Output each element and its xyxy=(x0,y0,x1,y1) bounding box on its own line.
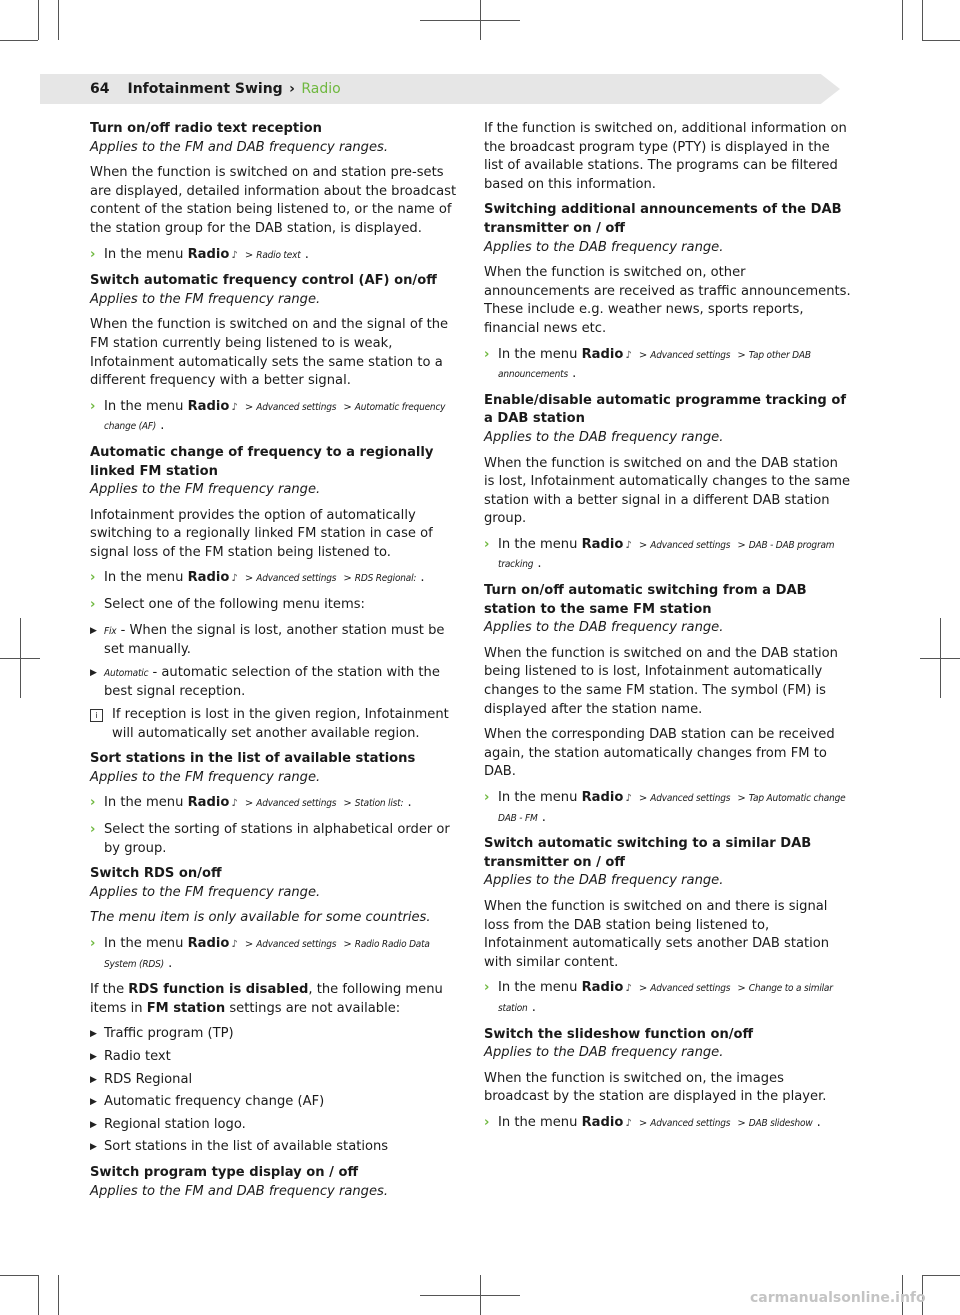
step-arrow-icon: › xyxy=(484,980,490,996)
menu-key: Advanced settings xyxy=(256,401,337,413)
menu-key: Advanced settings xyxy=(650,983,731,995)
menu-key: DAB slideshow xyxy=(748,1117,813,1129)
step-arrow-icon: › xyxy=(90,822,96,837)
section-heading: Automatic change of frequency to a regionally linked FM station xyxy=(90,444,434,479)
step-arrow-icon: › xyxy=(90,597,96,613)
option-marker-icon: ▶ xyxy=(90,667,97,678)
section-body: When the function is switched on and the DAB station is lost, Infotainment automatically changes to the same station with a better signal in a different DAB station group. xyxy=(484,455,851,527)
section-heading: Switch automatic switching to a similar DAB transmitter on / off xyxy=(484,836,812,870)
menu-key: RDS Regional: xyxy=(354,573,417,585)
section-applies: Applies to the FM frequency range. xyxy=(90,291,321,307)
option-marker-icon: ▶ xyxy=(90,1142,97,1153)
section-body: Infotainment provides the option of automatically switching to a regionally linked FM station in case of signal loss of the FM station being listened to. xyxy=(90,507,433,560)
menu-name: Radio xyxy=(581,1114,624,1130)
section-heading: Switching additional announcements of the DAB transmitter on / off xyxy=(484,202,842,236)
watermark: carmanualsonline.info xyxy=(750,1290,926,1306)
section-applies: Applies to the DAB frequency range. xyxy=(484,620,724,636)
radio-icon: ♪ xyxy=(625,793,632,804)
radio-icon: ♪ xyxy=(231,249,238,261)
menu-path-step: › In the menu Radio ♪ > Advanced settings > Automatic frequency change (AF) . xyxy=(90,398,446,434)
left-column xyxy=(90,120,460,1208)
instruction-step: › Select the sorting of stations in alphabetical order or by group. xyxy=(90,822,450,856)
step-arrow-icon: › xyxy=(90,570,96,586)
menu-name: Radio xyxy=(187,570,230,586)
section-heading: Switch automatic frequency control (AF) on/off xyxy=(90,273,437,289)
menu-path-step: › In the menu Radio ♪ > Advanced settings > DAB slideshow . xyxy=(484,1114,852,1134)
menu-name: Radio xyxy=(187,935,230,951)
breadcrumb-current: Radio xyxy=(301,81,341,97)
step-arrow-icon: › xyxy=(90,398,96,414)
section-body: When the function is switched on and station pre-sets are displayed, detailed information about the broadcast content of the station being listened to, or the name of the station group for the DAB station, is displayed. xyxy=(90,165,457,236)
option-marker-icon: ▶ xyxy=(90,625,97,636)
list-item: ▶ Radio text xyxy=(90,1048,460,1067)
menu-path-step: › In the menu Radio ♪ > Radio text . xyxy=(90,246,460,266)
step-arrow-icon: › xyxy=(90,246,96,262)
menu-name: Radio xyxy=(581,980,624,996)
instruction-step: › Select one of the following menu items: xyxy=(90,596,460,615)
section-heading: Turn on/off radio text reception xyxy=(90,121,322,136)
step-arrow-icon: › xyxy=(90,795,96,811)
menu-name: Radio xyxy=(581,346,624,362)
menu-key: Radio Radio Data System (RDS) xyxy=(104,938,430,970)
menu-path-step: › In the menu Radio ♪ > Advanced settings > DAB - DAB program tracking . xyxy=(484,536,835,572)
menu-path-step: › In the menu Radio ♪ > Advanced settings > Change to a similar station . xyxy=(484,980,833,1015)
option-item: ▶ Automatic - automatic selection of the station with the best signal reception. xyxy=(90,664,440,700)
radio-icon: ♪ xyxy=(625,983,632,995)
list-item: ▶ RDS Regional xyxy=(90,1071,460,1090)
option-marker-icon: ▶ xyxy=(90,1097,97,1108)
radio-icon: ♪ xyxy=(625,349,632,361)
section-applies: Applies to the FM and DAB frequency ranges. xyxy=(90,139,389,155)
list-item: ▶ Regional station logo. xyxy=(90,1116,460,1135)
section-heading: Switch the slideshow function on/off xyxy=(484,1026,754,1042)
section-applies: Applies to the FM frequency range. xyxy=(90,884,321,900)
option-marker-icon: ▶ xyxy=(90,1051,97,1062)
list-item: ▶ Sort stations in the list of available stations xyxy=(90,1138,460,1157)
radio-icon: ♪ xyxy=(231,573,238,585)
section-applies: Applies to the FM frequency range. xyxy=(90,482,321,498)
menu-key: Advanced settings xyxy=(650,793,731,804)
menu-path-step: › In the menu Radio ♪ > Advanced settings > RDS Regional: . xyxy=(90,569,460,589)
menu-key: Fix xyxy=(104,625,117,637)
menu-key: Station list: xyxy=(354,798,404,810)
section-heading: Switch RDS on/off xyxy=(90,866,222,882)
note: i If reception is lost in the given region, Infotainment will automatically set another available region. xyxy=(90,706,460,743)
menu-key: Advanced settings xyxy=(650,1117,731,1129)
breadcrumb-separator: › xyxy=(289,81,295,97)
section-body: If the function is switched on, additional information on the broadcast program type (PTY) is displayed in the list of available stations. The programs can be filtered based on this information. xyxy=(484,121,847,192)
section-body: When the function is switched on and the signal of the FM station currently being listened to is weak, Infotainment automatically sets the same station to a different frequency with a better signal. xyxy=(90,317,449,389)
radio-icon: ♪ xyxy=(231,798,238,810)
section-body: When the corresponding DAB station can be received again, the station automatically changes from FM to DAB. xyxy=(484,727,835,780)
menu-path-step: › In the menu Radio ♪ > Advanced settings > Tap Automatic change DAB - FM . xyxy=(484,790,846,825)
section-heading: Sort stations in the list of available stations xyxy=(90,751,416,767)
radio-icon: ♪ xyxy=(625,539,632,551)
section-applies: Applies to the FM frequency range. xyxy=(90,769,321,785)
menu-name: Radio xyxy=(187,246,230,262)
menu-key: Change to a similar station xyxy=(498,983,833,1014)
section-body: When the function is switched on, other announcements are received as traffic announcements. These include e.g. weather news, sports reports, financial news etc. xyxy=(484,265,851,336)
menu-key: Advanced settings xyxy=(256,798,337,810)
menu-key: Radio text xyxy=(256,249,301,261)
info-icon: i xyxy=(90,709,103,722)
breadcrumb-chapter[interactable]: Infotainment Swing xyxy=(127,81,283,97)
menu-name: Radio xyxy=(187,795,230,811)
radio-icon: ♪ xyxy=(231,401,238,413)
section-heading: Enable/disable automatic programme tracking of a DAB station xyxy=(484,392,847,427)
menu-path-step: › In the menu Radio ♪ > Advanced settings > Tap other DAB announcements . xyxy=(484,346,811,382)
option-marker-icon: ▶ xyxy=(90,1119,97,1130)
section-body: When the function is switched on, the images broadcast by the station are displayed in the player. xyxy=(484,1070,827,1105)
section-applies: Applies to the FM and DAB frequency ranges. xyxy=(90,1183,389,1199)
section-body: If the RDS function is disabled, the following menu items in FM station settings are not available: xyxy=(90,982,443,1016)
page-header xyxy=(90,80,341,98)
option-marker-icon: ▶ xyxy=(90,1029,97,1040)
step-arrow-icon: › xyxy=(484,536,490,552)
page-number: 64 xyxy=(90,81,110,97)
menu-key: Automatic frequency change (AF) xyxy=(104,401,446,433)
section-body: When the function is switched on and there is signal loss from the DAB station being listened to, Infotainment automatically sets another DAB station with similar content. xyxy=(484,898,830,970)
section-body: When the function is switched on and the DAB station being listened to is lost, Infotainment automatically changes to the same FM station. The symbol (FM) is displayed after the station name. xyxy=(484,645,838,717)
section-applies: Applies to the DAB frequency range. xyxy=(484,1045,724,1061)
step-arrow-icon: › xyxy=(90,935,96,951)
menu-key: Tap other DAB announcements xyxy=(498,349,811,381)
section-applies: Applies to the DAB frequency range. xyxy=(484,239,724,255)
menu-path-step: › In the menu Radio ♪ > Advanced settings > Station list: . xyxy=(90,794,460,814)
radio-icon: ♪ xyxy=(231,938,238,950)
menu-key: Automatic xyxy=(104,667,149,679)
menu-name: Radio xyxy=(581,790,624,805)
section-applies: Applies to the DAB frequency range. xyxy=(484,429,724,445)
section-applies: The menu item is only available for some countries. xyxy=(90,910,431,926)
option-marker-icon: ▶ xyxy=(90,1074,97,1085)
menu-key: Advanced settings xyxy=(650,349,731,361)
menu-key: Advanced settings xyxy=(256,573,337,585)
menu-name: Radio xyxy=(581,536,624,552)
menu-key: DAB - DAB program tracking xyxy=(498,539,835,571)
step-arrow-icon: › xyxy=(484,790,490,805)
menu-key: Tap Automatic change DAB - FM xyxy=(498,793,846,824)
list-item: ▶ Traffic program (TP) xyxy=(90,1025,460,1044)
menu-key: Advanced settings xyxy=(256,938,337,950)
option-item: ▶ Fix - When the signal is lost, another station must be set manually. xyxy=(90,622,445,658)
section-heading: Turn on/off automatic switching from a DAB station to the same FM station xyxy=(484,583,807,617)
list-item: ▶ Automatic frequency change (AF) xyxy=(90,1093,460,1112)
radio-icon: ♪ xyxy=(625,1117,632,1129)
step-arrow-icon: › xyxy=(484,346,490,362)
menu-path-step: › In the menu Radio ♪ > Advanced settings > Radio Radio Data System (RDS) . xyxy=(90,935,430,971)
menu-name: Radio xyxy=(187,398,230,414)
section-heading: Switch program type display on / off xyxy=(90,1164,359,1180)
menu-key: Advanced settings xyxy=(650,539,731,551)
right-column xyxy=(484,120,852,1141)
step-arrow-icon: › xyxy=(484,1114,490,1130)
section-applies: Applies to the DAB frequency range. xyxy=(484,873,724,889)
